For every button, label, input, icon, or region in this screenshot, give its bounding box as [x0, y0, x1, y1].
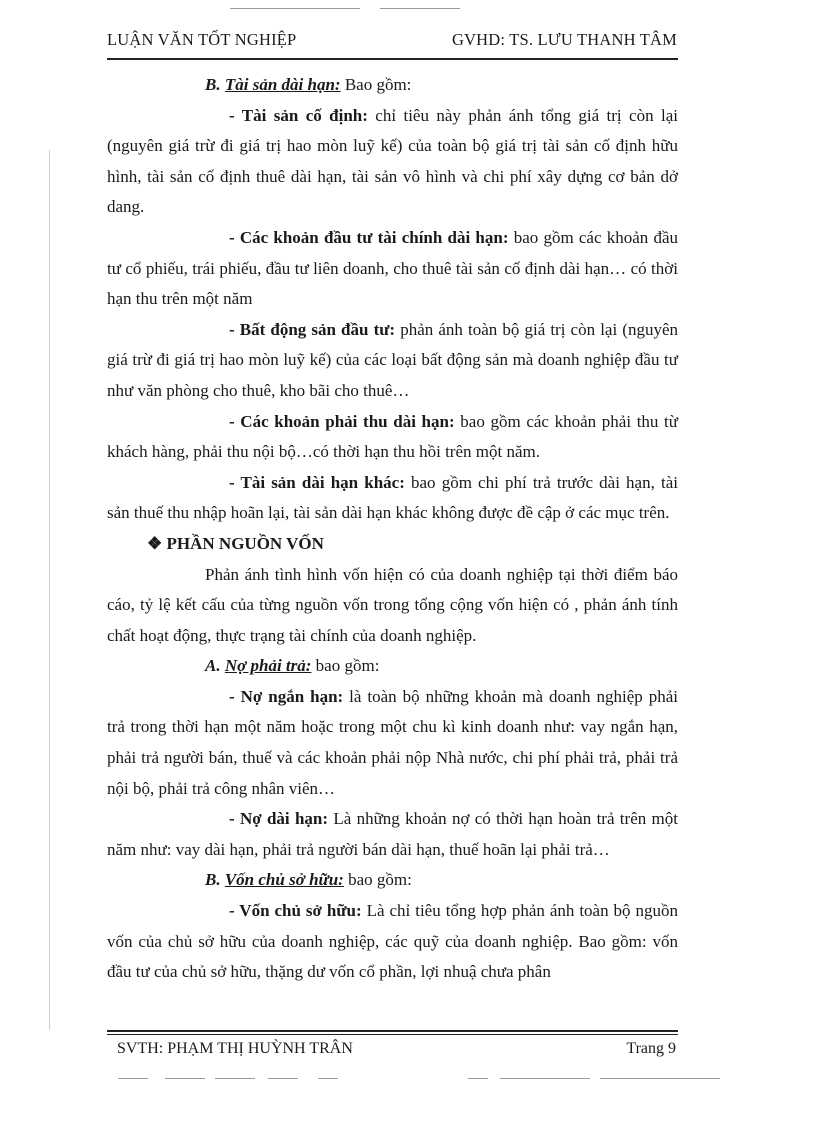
scan-artifact-bottom — [500, 1078, 590, 1079]
scan-margin-line — [49, 150, 50, 1030]
page-header — [107, 24, 677, 54]
paragraph-item: - Bất động sản đầu tư: phản ánh toàn bộ giá trị còn lại (nguyên giá trừ đi giá trị hao mòn luỹ kế) của các loại bất động sản mà doanh nghiệp đầu tư như văn phòng cho thuê, kho bãi cho thuê… — [107, 319, 678, 400]
scan-artifact-bottom — [118, 1078, 148, 1079]
page-number: Trang 9 — [626, 1040, 676, 1057]
paragraph-item: - Các khoản phải thu dài hạn: bao gồm các khoản phải thu từ khách hàng, phải thu nội bộ…có thời hạn thu hồi trên một năm. — [107, 411, 678, 462]
paragraph-intro: Phản ánh tình hình vốn hiện có của doanh nghiệp tại thời điểm báo cáo, tỷ lệ kết cấu của từng nguồn vốn trong tổng cộng vốn hiện có , phản ánh tính chất hoạt động, thực trạng tài chính của doanh nghiệp. — [107, 564, 678, 645]
paragraph-item: - Vốn chủ sở hữu: Là chỉ tiêu tổng hợp phản ánh toàn bộ nguồn vốn của chủ sở hữu của doanh nghiệp, các quỹ của doanh nghiệp. Bao gồm: vốn đầu tư của chủ sở hữu, thặng dư vốn cổ phần, lợi nhuậ chưa phân — [107, 901, 678, 982]
paragraph-item: - Các khoản đầu tư tài chính dài hạn: bao gồm các khoản đầu tư cổ phiếu, trái phiếu, đầu tư liên doanh, cho thuê tài sản cố định dài hạn… có thời hạn thu trên một năm — [107, 227, 678, 309]
footer-student-name: SVTH: PHẠM THỊ HUỲNH TRÂN — [117, 1040, 353, 1057]
header-rule — [107, 58, 678, 60]
section-heading-long-term-assets: B. Tài sản dài hạn: Bao gồm: — [205, 75, 412, 94]
scan-artifact-bottom — [165, 1078, 205, 1079]
diamond-bullet-icon: ❖ — [147, 533, 163, 553]
footer-rule-thin — [107, 1034, 678, 1035]
scan-artifact-top — [380, 8, 460, 9]
scan-artifact-bottom — [600, 1078, 720, 1079]
paragraph-item: - Nợ ngắn hạn: là toàn bộ những khoản mà doanh nghiệp phải trả trong thời hạn một năm hoặc trong một chu kì kinh doanh như: vay ngắn hạn, phải trả người bán, thuế và các khoản phải nộp Nhà nước, chi phí phải trả, phải trả nội bộ, phải trả công nhân viên… — [107, 686, 678, 798]
section-heading-equity: B. Vốn chủ sở hữu: bao gồm: — [205, 870, 412, 890]
paragraph-item: - Tài sản dài hạn khác: bao gồm chi phí trả trước dài hạn, tài sản thuế thu nhập hoãn lại, tài sản dài hạn khác không được đề cập ở các mục trên. — [107, 472, 678, 523]
paragraph-item: - Nợ dài hạn: Là những khoản nợ có thời hạn hoàn trả trên một năm như: vay dài hạn, phải trả người bán dài hạn, thuế hoãn lại phải trả… — [107, 809, 678, 859]
page-body — [107, 70, 678, 988]
header-advisor: GVHD: TS. LƯU THANH TÂM — [451, 30, 677, 49]
header-thesis-title: LUẬN VĂN TỐT NGHIỆP — [107, 30, 297, 49]
section-heading-liabilities: A. Nợ phải trả: bao gồm: — [205, 656, 380, 676]
footer-rule — [107, 1030, 678, 1032]
scan-artifact-bottom — [268, 1078, 298, 1079]
scan-artifact-bottom — [468, 1078, 488, 1079]
scan-artifact-bottom — [318, 1078, 338, 1079]
main-heading-capital-sources: ❖ PHẦN NGUỒN VỐN — [147, 533, 324, 553]
scan-artifact-bottom — [215, 1078, 255, 1079]
scan-artifact-top — [230, 8, 360, 9]
paragraph-item: - Tài sản cố định: chỉ tiêu này phản ánh tổng giá trị còn lại (nguyên giá trừ đi giá trị hao mòn luỹ kế) của toàn bộ giá trị tài sản cố định hữu hình, tài sản cố định thuê dài hạn, tài sản vô hình và chi phí xây dựng cơ bản dở dang. — [107, 105, 678, 217]
